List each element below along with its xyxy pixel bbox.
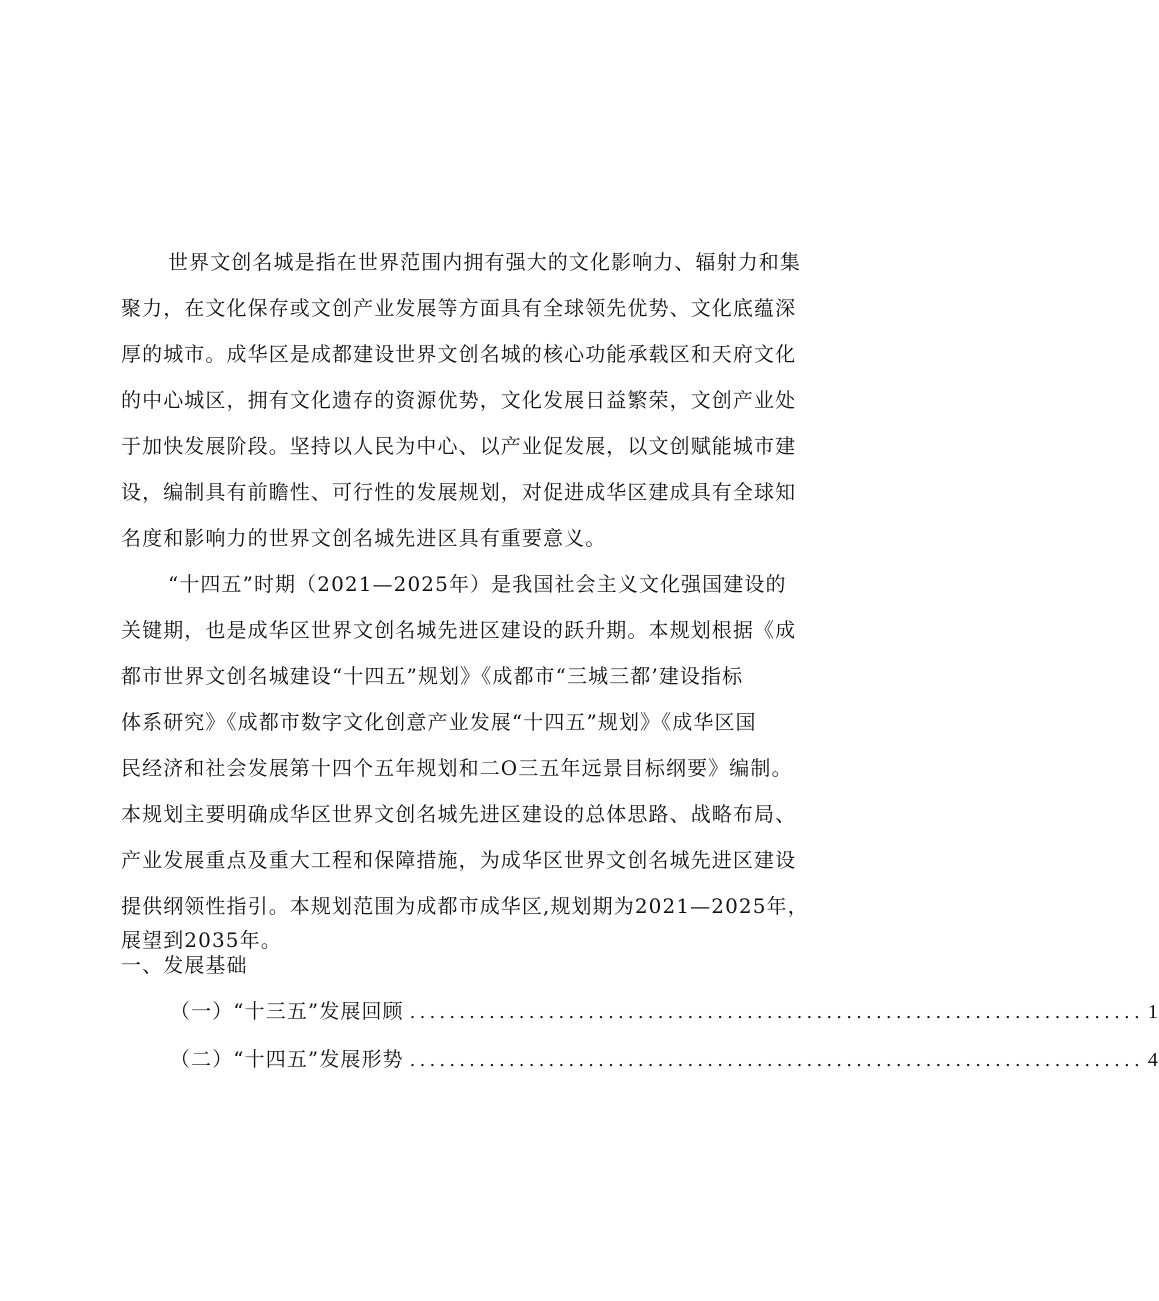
toc-entry-page: 1 xyxy=(1147,1001,1159,1023)
paragraph-line: 本规划主要明确成华区世界文创名城先进区建设的总体思路、战略布局、 xyxy=(121,802,797,826)
paragraph-line: 厚的城市。成华区是成都建设世界文创名城的核心功能承载区和天府文化 xyxy=(121,342,797,366)
toc-entry-label: （一）“十三五”发展回顾 xyxy=(170,999,404,1023)
toc-entry[interactable] xyxy=(170,989,1159,1033)
section-heading: 一、发展基础 xyxy=(121,953,248,977)
toc-entry-label: （二）“十四五”发展形势 xyxy=(170,1047,404,1071)
paragraph-line: 体系研究》《成都市数字文化创意产业发展“十四五”规划》《成华区国 xyxy=(121,710,757,734)
paragraph-line: 的中心城区，拥有文化遗存的资源优势，文化发展日益繁荣，文创产业处 xyxy=(121,388,797,412)
toc-dot-leader: .......................................................................... xyxy=(409,1050,1144,1071)
paragraph-line: 产业发展重点及重大工程和保障措施，为成华区世界文创名城先进区建设 xyxy=(121,848,797,872)
toc-entry-page: 4 xyxy=(1147,1049,1159,1071)
paragraph-line: 展望到2035年。 xyxy=(121,928,282,952)
paragraph-line: 提供纲领性指引。本规划范围为成都市成华区,规划期为2021—2025年， xyxy=(121,894,809,918)
paragraph-line: 都市世界文创名城建设“十四五”规划》《成都市“三城三都’建设指标 xyxy=(121,664,744,688)
paragraph-line: 关键期，也是成华区世界文创名城先进区建设的跃升期。本规划根据《成 xyxy=(121,618,797,642)
paragraph-line: 设，编制具有前瞻性、可行性的发展规划，对促进成华区建成具有全球知 xyxy=(121,480,797,504)
paragraph-line: 世界文创名城是指在世界范围内拥有强大的文化影响力、辐射力和集 xyxy=(168,250,801,274)
paragraph-line: 名度和影响力的世界文创名城先进区具有重要意义。 xyxy=(121,526,607,550)
paragraph-line: 于加快发展阶段。坚持以人民为中心、以产业促发展，以文创赋能城市建 xyxy=(121,434,797,458)
paragraph-line: “十四五”时期（2021—2025年）是我国社会主义文化强国建设的 xyxy=(168,572,787,596)
paragraph-line: 聚力，在文化保存或文创产业发展等方面具有全球领先优势、文化底蕴深 xyxy=(121,296,797,320)
paragraph-line: 民经济和社会发展第十四个五年规划和二O三五年远景目标纲要》编制。 xyxy=(121,756,793,780)
toc-dot-leader: .......................................................................... xyxy=(409,1002,1144,1023)
toc-entry[interactable] xyxy=(170,1037,1159,1081)
